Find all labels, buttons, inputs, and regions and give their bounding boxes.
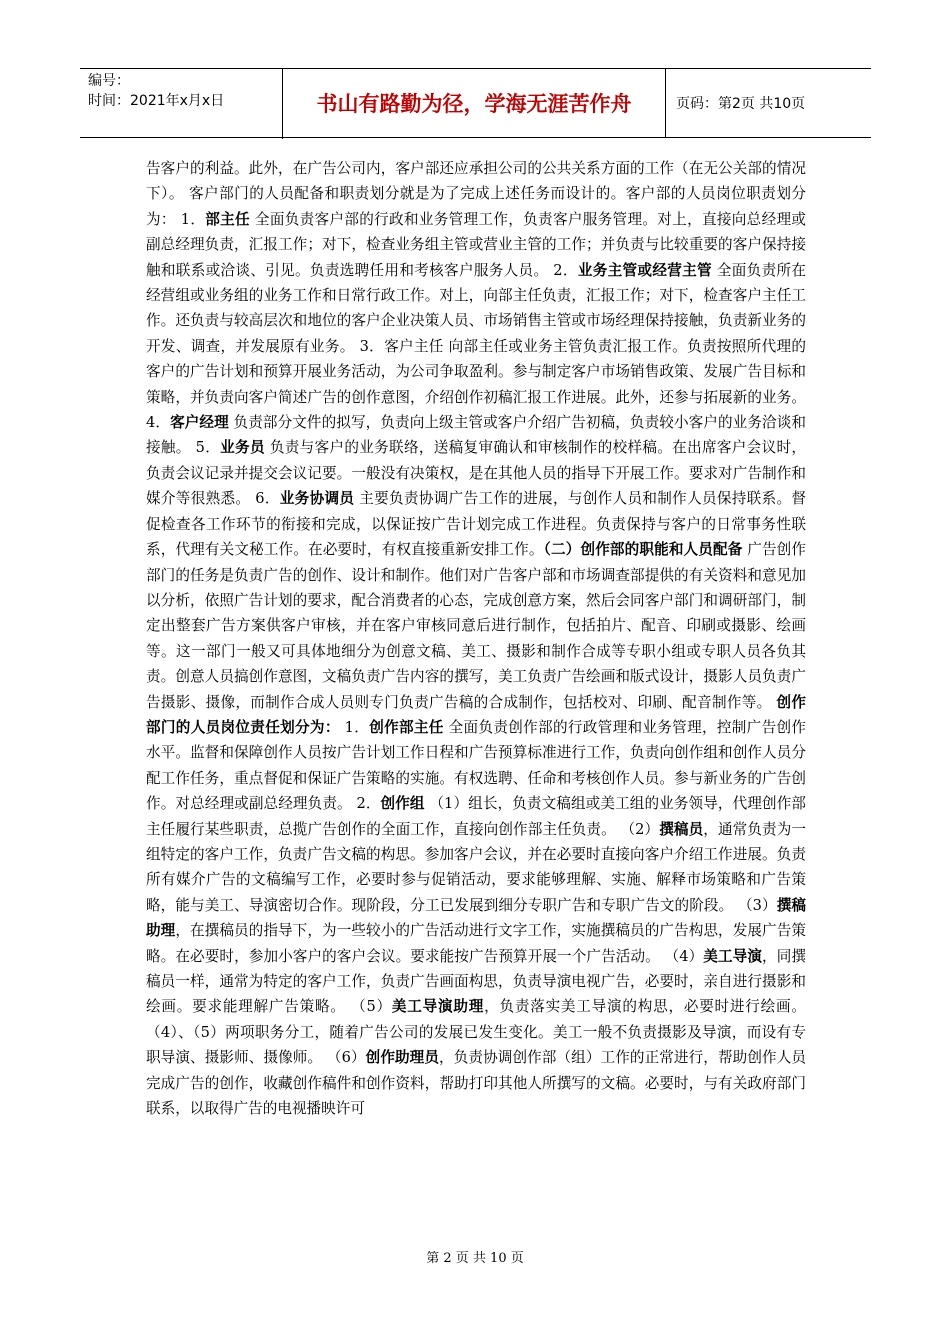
page-footer: 第 2 页 共 10 页 — [426, 1251, 524, 1266]
page-header — [80, 68, 871, 138]
section-heading: （二）创作部的职能和人员配备 — [543, 541, 743, 559]
role-title: 部主任 — [205, 210, 250, 228]
body-paragraph: 告客户的利益。此外，在广告公司内，客户部还应承担公司的公共关系方面的工作（在无公关部的情况下）。 客户部门的人员配备和职责划分就是为了完成上述任务而设计的。客户部的人员岗位职责划分为： 1．部主任 全面负责客户部的行政和业务管理工作，负责客户服务管理。对上，直接向总经理或副总经理负责，汇报工作；对下，检查业务组主管或营业主管的工作；并负责与比较重要的客户保持接触和联系或洽谈、引见。负责选聘任用和考核客户服务人员。 2．业务主管或经营主管 全面负责所在经营组或业务组的业务工作和日常行政工作。对上，向部主任负责，汇报工作；对下，检查客户主任工作。还负责与较高层次和地位的客户企业决策人员、市场销售主管或市场经理保持接触，负责新业务的开发、调查，并发展原有业务。 3．客户主任 向部主任或业务主管负责汇报工作。负责按照所代理的客户的广告计划和预算开展业务活动，为公司争取盈利。参与制定客户市场销售政策、发展广告目标和策略，并负责向客户简述广告的创作意图，介绍创作初稿汇报工作进展。此外，还参与拓展新的业务。 4．客户经理 负责部分文件的拟写，负责向上级主管或客户介绍广告初稿，负责较小客户的业务洽谈和接触。 5．业务员 负责与客户的业务联络，送稿复审确认和审核制作的校样稿。在出席客户会议时，负责会议记录并提交会议记要。一般没有决策权，是在其他人员的指导下开展工作。要求对广告制作和媒介等很熟悉。 6．业务协调员 主要负责协调广告工作的进展，与创作人员和制作人员保持联系。督促检查各工作环节的衔接和完成，以保证按广告计划完成工作进程。负责保持与客户的日常事务性联系，代理有关文秘工作。在必要时，有权直接重新安排工作。（二）创作部的职能和人员配备 广告创作部门的任务是负责广告的创作、设计和制作。他们对广告客户部和市场调查部提供的有关资料和意见加以分析，依照广告计划的要求，配合消费者的心态，完成创意方案，然后会同客户部门和调研部门，制定出整套广告方案供客户审核，并在客户审核同意后进行制作，包括拍片、配音、印刷或摄影、绘画等。这一部门一般又可具体地细分为创意文稿、美工、摄影和制作合成等专职小组或专职人员各负其责。创意人员搞创作意图，文稿负责广告内容的撰写，美工负责广告绘画和版式设计，摄影人员负责广告摄影、摄像，而制作合成人员则专门负责广告稿的合成制作，包括校对、印刷、配音制作等。 创作部门的人员岗位责任划分为： 1．创作部主任 全面负责创作部的行政管理和业务管理，控制广告创作水平。监督和保障创作人员按广告计划工作日程和广告预算标准进行工作，负责向创作组和创作人员分配工作任务，重点督促和保证广告策略的实施。有权选聘、任命和考核创作人员。参与新业务的广告创作。对总经理或副总经理负责。 2．创作组 （1）组长，负责文稿组或美工组的业务领导，代理创作部主任履行某些职责，总揽广告创作的全面工作，直接向创作部主任负责。 （2）撰稿员，通常负责为一组特定的客户工作，负责广告文稿的构思。参加客户会议，并在必要时直接向客户介绍工作进展。负责所有媒介广告的文稿编写工作，必要时参与促销活动，要求能够理解、实施、解释市场策略和广告策略，能与美工、导演密切合作。现阶段，分工已发展到细分专职广告和专职广告文的阶段。 （3）撰稿助理，在撰稿员的指导下，为一些较小的广告活动进行文字工作，实施撰稿员的广告构思，发展广告策略。在必要时，参加小客户的客户会议。要求能按广告预算开展一个广告活动。 （4）美工导演，同撰稿员一样，通常为特定的客户工作，负责广告画面构思，负责导演电视广告，必要时，亲自进行摄影和绘画。要求能理解广告策略。 （5）美工导演助理，负责落实美工导演的构思，必要时进行绘画。 （4）、（5）两项职务分工，随着广告公司的发展已发生变化。美工一般不负责摄影及导演，而设有专职导演、摄影师、摄像师。 （6）创作助理员，负责协调创作部（组）工作的正常进行，帮助创作人员完成广告的创作，收藏创作稿件和创作资料，帮助打印其他人所撰写的文稿。必要时，与有关政府部门联系，以取得广告的电视播映许可 — [146, 160, 806, 1118]
header-motto: 书山有路勤为径，学海无涯苦作舟 — [283, 69, 666, 137]
role-title: 撰稿员 — [659, 820, 704, 838]
document-number: 编号： — [88, 73, 130, 89]
role-title: 美工导演助理 — [391, 998, 485, 1016]
document-date: 时间：2021年x月x日 — [88, 93, 225, 109]
role-title: 客户经理 — [170, 414, 229, 432]
header-meta — [80, 69, 283, 139]
role-title: 业务协调员 — [279, 490, 355, 508]
role-title: 创作助理员 — [365, 1049, 440, 1067]
role-title: 撰稿助理 — [146, 896, 806, 940]
header-page-number: 页码：第2页 共10页 — [676, 96, 806, 112]
role-title: 美工导演 — [703, 947, 763, 965]
section-subheading: 创作部门的人员岗位责任划分为： — [146, 693, 806, 736]
role-title: 业务员 — [220, 439, 265, 457]
document-body — [146, 156, 806, 1121]
role-title: 创作组 — [380, 795, 425, 813]
role-title: 业务主管或经营主管 — [577, 261, 712, 279]
role-title: 创作部主任 — [369, 718, 444, 736]
